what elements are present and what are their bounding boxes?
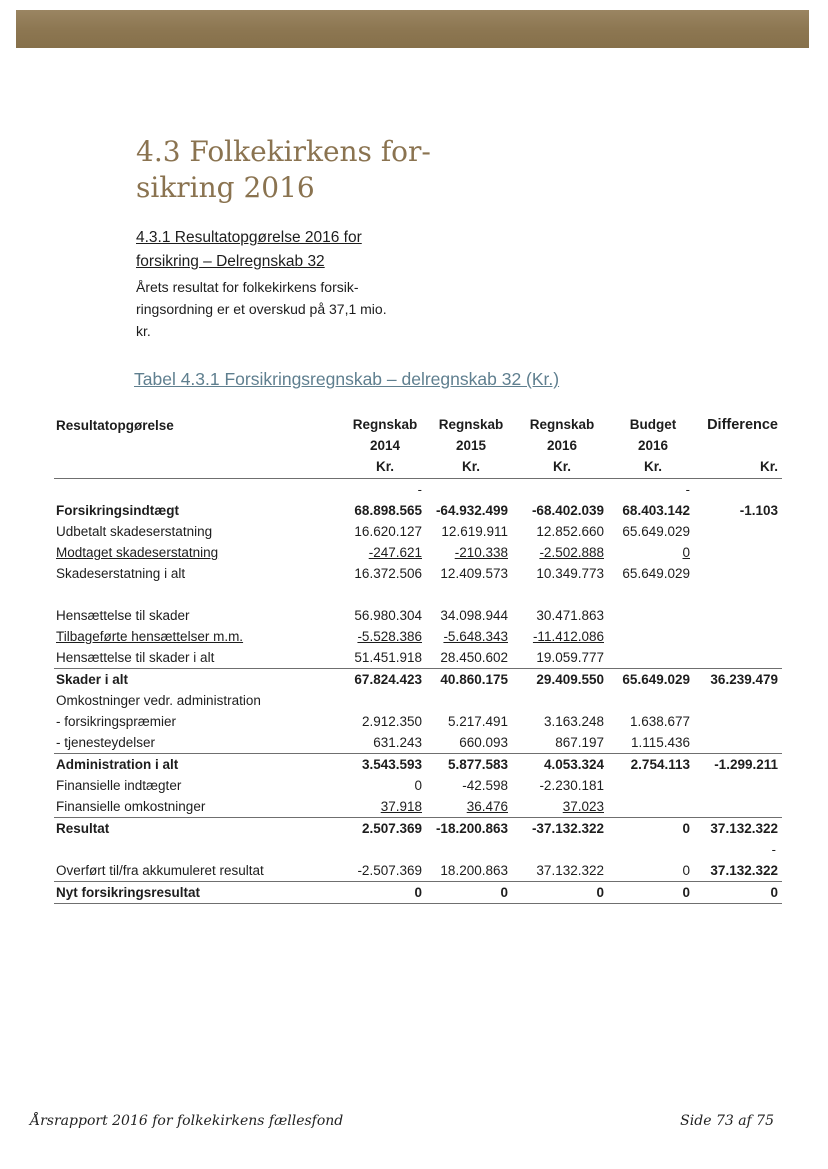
row-value-text: 36.476: [466, 799, 508, 814]
column-year: [696, 436, 782, 457]
footer-report-title: Årsrapport 2016 for folkekirkens fællesfond: [30, 1113, 344, 1129]
row-value-text: 12.852.660: [536, 524, 604, 539]
row-value: [342, 796, 428, 818]
row-value: [342, 542, 428, 563]
row-value: [342, 669, 428, 691]
row-value: [696, 647, 782, 669]
row-value: [610, 647, 696, 669]
row-value: [610, 563, 696, 584]
row-value-text: -2.507.369: [357, 863, 422, 878]
dash-marker: -: [771, 842, 776, 857]
column-header: Difference: [707, 417, 778, 433]
row-value: [514, 711, 610, 732]
row-value: [696, 669, 782, 691]
dash-marker: -: [685, 482, 690, 497]
row-label: [54, 860, 342, 882]
row-value-text: -2.230.181: [539, 778, 604, 793]
row-value-text: 631.243: [373, 735, 422, 750]
row-value-text: 68.898.565: [354, 503, 422, 518]
row-value: [696, 818, 782, 840]
row-value: [610, 626, 696, 647]
row-value: [342, 882, 428, 904]
row-label: [54, 796, 342, 818]
table-row: [54, 542, 782, 563]
row-value-text: 56.980.304: [354, 608, 422, 623]
row-label-text: Skader i alt: [56, 672, 129, 687]
row-value: [428, 690, 514, 711]
row-value-text: 2.912.350: [361, 714, 422, 729]
row-label: [54, 605, 342, 626]
row-value: [514, 563, 610, 584]
row-value: [514, 860, 610, 882]
row-value-text: 1.115.436: [630, 735, 690, 750]
table-row: [54, 732, 782, 754]
row-value: [428, 521, 514, 542]
row-value: [514, 732, 610, 754]
row-value: [610, 818, 696, 840]
row-label: [54, 626, 342, 647]
row-value: [428, 818, 514, 840]
row-value-text: -42.598: [462, 778, 508, 793]
row-value-text: 28.450.602: [440, 650, 508, 665]
row-label: [54, 711, 342, 732]
row-value: [342, 690, 428, 711]
row-value-text: -37.132.322: [531, 821, 604, 836]
row-value-text: 4.053.324: [543, 757, 604, 772]
row-value: [514, 626, 610, 647]
row-value-text: 0: [682, 821, 690, 836]
row-label-text: Administration i alt: [56, 757, 179, 772]
row-value: [610, 542, 696, 563]
row-value: [696, 690, 782, 711]
row-value: [610, 605, 696, 626]
row-value-text: -11.412.086: [532, 629, 604, 644]
table-row: [54, 796, 782, 818]
row-value-text: 5.877.583: [447, 757, 508, 772]
row-value-text: 65.649.029: [622, 672, 690, 687]
row-value-text: 660.093: [459, 735, 508, 750]
column-header: Budget: [629, 417, 677, 432]
row-value-text: 0: [682, 545, 690, 560]
row-value-text: 0: [414, 885, 422, 900]
table-row: [54, 626, 782, 647]
row-value: [696, 754, 782, 776]
column-year: 2014: [369, 438, 401, 453]
table-row: [54, 775, 782, 796]
row-value-text: 1.638.677: [629, 714, 690, 729]
row-label-text: Skadeserstatning i alt: [56, 566, 186, 581]
row-label-text: Udbetalt skadeserstatning: [56, 524, 213, 539]
row-value: [342, 626, 428, 647]
table-row: [54, 500, 782, 521]
row-value: [428, 542, 514, 563]
row-value: [514, 754, 610, 776]
row-value-text: -5.528.386: [357, 629, 422, 644]
row-value: [428, 647, 514, 669]
row-value-text: 34.098.944: [440, 608, 508, 623]
row-value: [342, 500, 428, 521]
row-value-text: 0: [770, 885, 778, 900]
column-unit: Kr.: [610, 457, 696, 479]
row-label: [54, 690, 342, 711]
row-value-text: 12.619.911: [441, 524, 508, 539]
footer-page-number: Side 73 af 75: [680, 1113, 774, 1129]
row-label-text: Finansielle omkostninger: [56, 799, 206, 814]
row-value: [514, 605, 610, 626]
row-label: [54, 775, 342, 796]
row-label-text: Modtaget skadeserstatning: [56, 545, 219, 560]
table-row: [54, 669, 782, 691]
column-header-label: Resultatopgørelse: [56, 418, 174, 433]
row-value: [342, 860, 428, 882]
row-value: [428, 711, 514, 732]
row-value-text: 16.372.506: [354, 566, 422, 581]
row-label-text: Overført til/fra akkumuleret resultat: [56, 863, 264, 878]
row-value: [610, 796, 696, 818]
column-year: 2015: [455, 438, 487, 453]
row-value: [428, 500, 514, 521]
row-value: [514, 542, 610, 563]
row-label: [54, 500, 342, 521]
row-value-text: -1.103: [739, 503, 778, 518]
row-value-text: 37.132.322: [710, 821, 778, 836]
row-value-text: 0: [596, 885, 604, 900]
dash-row: [54, 839, 782, 860]
row-value-text: 3.163.248: [543, 714, 604, 729]
row-value: [696, 626, 782, 647]
row-value-text: 37.918: [380, 799, 422, 814]
row-value: [342, 647, 428, 669]
row-value: [696, 732, 782, 754]
row-label-text: Hensættelse til skader: [56, 608, 190, 623]
row-value: [610, 521, 696, 542]
row-value: [514, 775, 610, 796]
row-value: [514, 818, 610, 840]
row-value: [514, 521, 610, 542]
table-row: [54, 690, 782, 711]
row-value: [428, 669, 514, 691]
table-row: [54, 563, 782, 584]
row-value: [428, 860, 514, 882]
row-value: [610, 882, 696, 904]
header-unit-row: [54, 457, 782, 479]
column-header: Regnskab: [352, 417, 418, 432]
row-value: [696, 542, 782, 563]
row-label: [54, 563, 342, 584]
row-value-text: -247.621: [368, 545, 422, 560]
column-year: 2016: [637, 438, 669, 453]
row-value: [428, 775, 514, 796]
row-label-text: Forsikringsindtægt: [56, 503, 180, 518]
row-value: [610, 754, 696, 776]
dash-marker: -: [417, 482, 422, 497]
row-value-text: 68.403.142: [622, 503, 690, 518]
row-value: [342, 775, 428, 796]
row-value: [342, 563, 428, 584]
row-value: [610, 690, 696, 711]
row-label-text: Finansielle indtægter: [56, 778, 182, 793]
row-value-text: 51.451.918: [354, 650, 422, 665]
row-value: [696, 882, 782, 904]
row-label: [54, 818, 342, 840]
row-label: [54, 521, 342, 542]
row-value-text: -64.932.499: [435, 503, 508, 518]
dash-row: [54, 479, 782, 501]
column-header: Regnskab: [529, 417, 595, 432]
row-value-text: 2.754.113: [630, 757, 690, 772]
row-value: [696, 860, 782, 882]
row-label-text: - forsikringspræmier: [56, 714, 177, 729]
row-value: [514, 882, 610, 904]
row-value-text: 37.132.322: [536, 863, 604, 878]
row-value-text: -68.402.039: [531, 503, 604, 518]
row-value: [342, 711, 428, 732]
row-value-text: 29.409.550: [536, 672, 604, 687]
row-value-text: 10.349.773: [536, 566, 604, 581]
row-value: [696, 605, 782, 626]
row-label-text: Hensættelse til skader i alt: [56, 650, 215, 665]
row-value: [514, 690, 610, 711]
row-value-text: -18.200.863: [435, 821, 508, 836]
row-label-text: - tjenesteydelser: [56, 735, 156, 750]
row-value-text: 867.197: [555, 735, 604, 750]
row-value: [514, 796, 610, 818]
row-value-text: 36.239.479: [710, 672, 778, 687]
row-label-text: Tilbageførte hensættelser m.m.: [56, 629, 244, 644]
row-value: [428, 563, 514, 584]
row-value-text: -2.502.888: [539, 545, 604, 560]
row-value: [428, 796, 514, 818]
row-label: [54, 754, 342, 776]
row-value-text: 2.507.369: [361, 821, 422, 836]
row-value: [428, 626, 514, 647]
row-value: [342, 818, 428, 840]
row-value-text: 0: [500, 885, 508, 900]
row-label: [54, 669, 342, 691]
row-value-text: 65.649.029: [622, 566, 690, 581]
row-value-text: -210.338: [454, 545, 508, 560]
table-row: [54, 711, 782, 732]
row-value: [610, 669, 696, 691]
column-unit: Kr.: [696, 457, 782, 479]
row-value: [428, 732, 514, 754]
row-value-text: 3.543.593: [361, 757, 422, 772]
row-value-text: 65.649.029: [622, 524, 690, 539]
row-value-text: 67.824.423: [354, 672, 422, 687]
row-value: [696, 775, 782, 796]
financial-table: [54, 414, 782, 904]
row-value-text: 16.620.127: [354, 524, 422, 539]
row-value: [342, 605, 428, 626]
column-unit: Kr.: [342, 457, 428, 479]
row-value: [342, 732, 428, 754]
row-value-text: 40.860.175: [440, 672, 508, 687]
row-value: [696, 711, 782, 732]
header-year-row: [54, 436, 782, 457]
row-value: [610, 500, 696, 521]
row-label-text: Omkostninger vedr. administration: [56, 693, 261, 708]
header-color-bar: [16, 10, 809, 48]
spacer-row: [54, 584, 782, 605]
row-value: [342, 521, 428, 542]
chapter-title: 4.3 Folkekirkens for-sikring 2016: [136, 135, 431, 204]
column-unit: Kr.: [428, 457, 514, 479]
table-caption: Tabel 4.3.1 Forsikringsregnskab – delregnskab 32 (Kr.): [134, 369, 560, 389]
row-label: [54, 882, 342, 904]
row-value: [696, 563, 782, 584]
row-value-text: 0: [682, 885, 690, 900]
row-value: [514, 647, 610, 669]
row-value-text: -5.648.343: [443, 629, 508, 644]
row-value: [610, 860, 696, 882]
table-row: [54, 882, 782, 904]
row-value-text: 37.023: [562, 799, 604, 814]
row-label-text: Nyt forsikringsresultat: [56, 885, 201, 900]
row-value-text: 30.471.863: [536, 608, 604, 623]
row-value: [610, 732, 696, 754]
row-label: [54, 732, 342, 754]
row-value: [696, 521, 782, 542]
row-label-text: Resultat: [56, 821, 110, 836]
table-row: [54, 521, 782, 542]
row-value: [696, 500, 782, 521]
column-unit: Kr.: [514, 457, 610, 479]
row-value: [514, 669, 610, 691]
table-row: [54, 818, 782, 840]
row-value-text: 5.217.491: [447, 714, 508, 729]
row-label: [54, 542, 342, 563]
row-value-text: 18.200.863: [440, 863, 508, 878]
row-value: [428, 882, 514, 904]
column-year: 2016: [546, 438, 578, 453]
row-value: [610, 775, 696, 796]
row-value: [428, 605, 514, 626]
table-row: [54, 860, 782, 882]
column-header: Regnskab: [438, 417, 504, 432]
row-value-text: 19.059.777: [536, 650, 604, 665]
section-subheading: 4.3.1 Resultatopgørelse 2016 for forsikring – Delregnskab 32: [136, 229, 362, 270]
row-value-text: 12.409.573: [440, 566, 508, 581]
table-row: [54, 754, 782, 776]
row-value: [696, 796, 782, 818]
intro-paragraph: Årets resultat for folkekirkens forsik-ringsordning er et overskud på 37,1 mio. kr.: [136, 279, 387, 339]
table-row: [54, 647, 782, 669]
header-row: [54, 414, 782, 436]
row-value: [514, 500, 610, 521]
row-value: [428, 754, 514, 776]
row-value-text: 37.132.322: [710, 863, 778, 878]
row-value-text: -1.299.211: [714, 757, 778, 772]
row-value-text: 0: [414, 778, 422, 793]
row-label: [54, 647, 342, 669]
row-value-text: 0: [682, 863, 690, 878]
table-row: [54, 605, 782, 626]
row-value: [342, 754, 428, 776]
row-value: [610, 711, 696, 732]
